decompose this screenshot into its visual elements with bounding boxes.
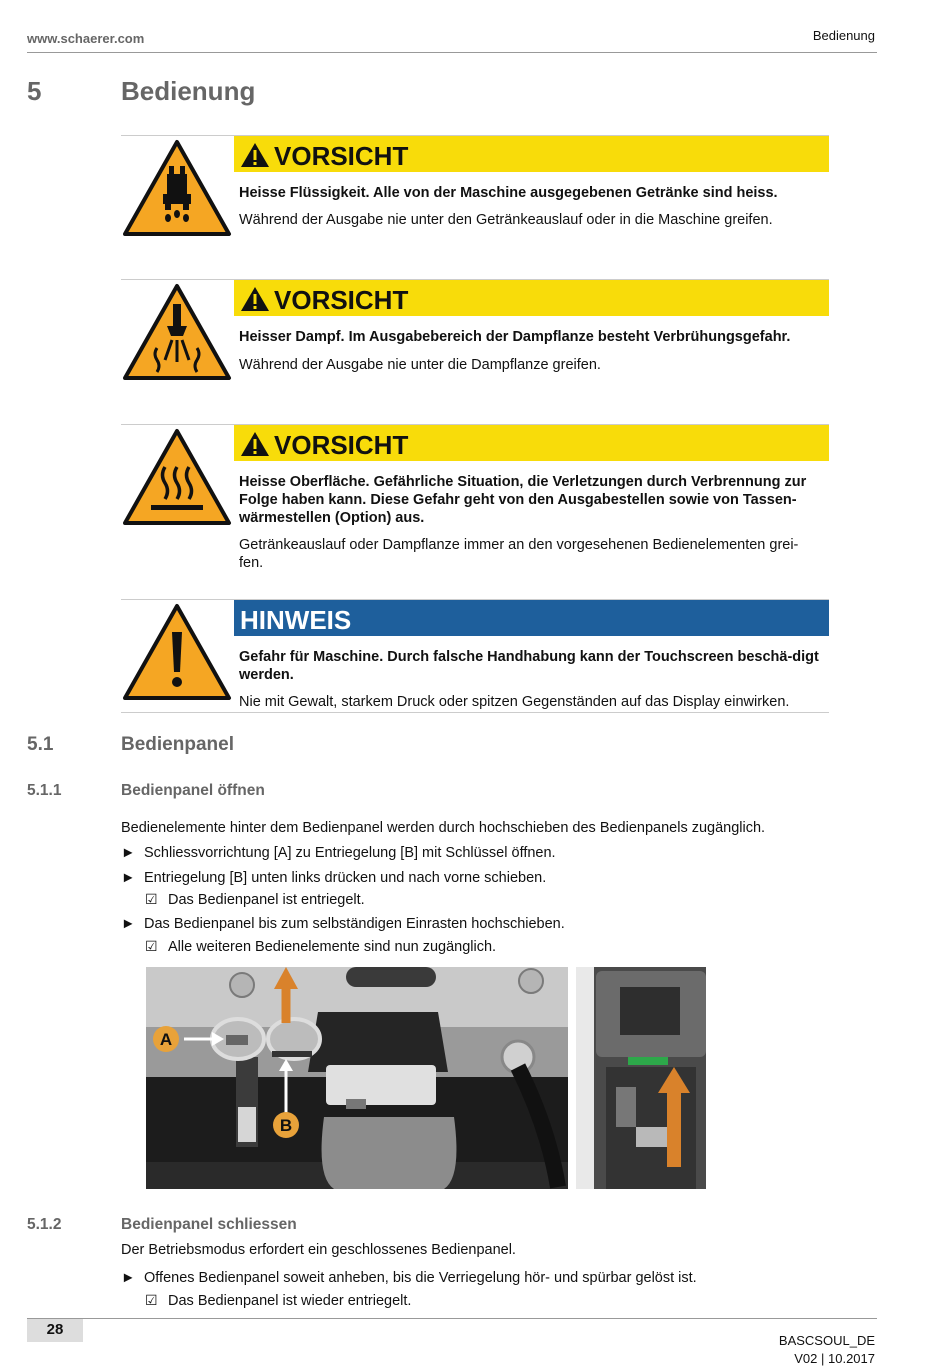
website-url: www.schaerer.com — [27, 31, 145, 46]
chapter-title: Bedienung — [121, 76, 256, 106]
step-item: ► Das Bedienpanel bis zum selbständigen Einrasten hochschieben. — [121, 916, 565, 932]
hot-surface-icon — [121, 427, 233, 527]
result-item: ☑ Alle weiteren Bedienelemente sind nun zugänglich. — [145, 938, 497, 955]
warning-statement: Heisser Dampf. Im Ausgabebereich der Dampflanze besteht Verbrühungsgefahr. — [239, 329, 791, 345]
intro-text: Bedienelemente hinter dem Bedienpanel werden durch hochschieben des Bedienpanels zugänglich. — [121, 820, 766, 836]
step-arrow-icon: ► — [121, 1270, 136, 1286]
document-version: V02 | 10.2017 — [794, 1351, 875, 1366]
signal-bar — [234, 600, 829, 636]
section-title: Bedienpanel — [121, 734, 234, 755]
signal-word: VORSICHT — [274, 430, 409, 460]
step-item: ► Offenes Bedienpanel soweit anheben, bis die Verriegelung hör- und spürbar gelöst ist. — [121, 1270, 697, 1286]
chapter-number: 5 — [27, 76, 42, 106]
step-arrow-icon: ► — [121, 916, 136, 932]
signal-bar — [234, 425, 829, 461]
intro-text: Der Betriebsmodus erfordert ein geschlossenes Bedienpanel. — [121, 1242, 516, 1258]
hot-liquid-icon — [121, 138, 233, 238]
notice-instruction: Nie mit Gewalt, starkem Druck oder spitzen Gegenständen auf das Display einwirken. — [239, 694, 790, 710]
subsection-number: 5.1.1 — [27, 782, 62, 799]
subsection-number: 5.1.2 — [27, 1216, 62, 1233]
document-id: BASCSOUL_DE — [778, 1333, 875, 1348]
step-arrow-icon: ► — [121, 870, 136, 886]
checkbox-checked-icon: ☑ — [145, 891, 158, 907]
warning-instruction: Während der Ausgabe nie unter die Dampflanze greifen. — [239, 357, 601, 373]
result-item: ☑ Das Bedienpanel ist entriegelt. — [145, 891, 365, 908]
warning-instruction: Getränkeauslauf oder Dampflanze immer an den vorgesehenen Bedienelementen grei-fen. — [239, 537, 799, 571]
warning-instruction: Während der Ausgabe nie unter den Getränkeauslauf oder in die Maschine greifen. — [239, 212, 773, 228]
signal-bar — [234, 280, 829, 316]
notice-statement: Gefahr für Maschine. Durch falsche Handhabung kann der Touchscreen beschä-digt werden. — [239, 649, 819, 683]
warning-statement: Heisse Flüssigkeit. Alle von der Maschine ausgegebenen Getränke sind heiss. — [239, 185, 778, 201]
footer-divider — [27, 1318, 877, 1319]
subsection-title: Bedienpanel öffnen — [121, 782, 265, 799]
signal-word: VORSICHT — [274, 141, 409, 171]
warning-box-hot-surface — [121, 424, 829, 575]
step-arrow-icon: ► — [121, 845, 136, 861]
checkbox-checked-icon: ☑ — [145, 938, 158, 954]
signal-word: VORSICHT — [274, 285, 409, 315]
label-b: B — [279, 1116, 293, 1135]
panel-raised-photo — [576, 967, 706, 1189]
warning-triangle-icon — [240, 286, 270, 312]
header-divider — [27, 52, 877, 53]
warning-triangle-icon — [240, 142, 270, 168]
warning-box-hot-liquid — [121, 135, 829, 256]
exclamation-warning-icon — [121, 602, 233, 702]
notice-box-touchscreen — [121, 599, 829, 713]
step-item: ► Schliessvorrichtung [A] zu Entriegelung [B] mit Schlüssel öffnen. — [121, 845, 556, 861]
signal-bar — [234, 136, 829, 172]
checkbox-checked-icon: ☑ — [145, 1292, 158, 1308]
section-number: 5.1 — [27, 734, 54, 755]
running-section-title: Bedienung — [812, 28, 875, 43]
signal-word: HINWEIS — [240, 605, 352, 635]
warning-box-hot-steam — [121, 279, 829, 400]
warning-triangle-icon — [240, 431, 270, 457]
warning-statement: Heisse Oberfläche. Gefährliche Situation, die Verletzungen durch Verbrennung zur Folge haben kann. Diese Gefahr geht von den Ausgabestellen sowie von Tassen-wärmestellen (Option) aus. — [239, 474, 807, 526]
page-number: 28 — [27, 1319, 83, 1342]
subsection-title: Bedienpanel schliessen — [121, 1216, 297, 1233]
result-item: ☑ Das Bedienpanel ist wieder entriegelt. — [145, 1292, 412, 1309]
machine-lock-photo — [146, 967, 568, 1189]
hot-steam-icon — [121, 282, 233, 382]
step-item: ► Entriegelung [B] unten links drücken und nach vorne schieben. — [121, 870, 547, 886]
label-a: A — [159, 1030, 173, 1049]
